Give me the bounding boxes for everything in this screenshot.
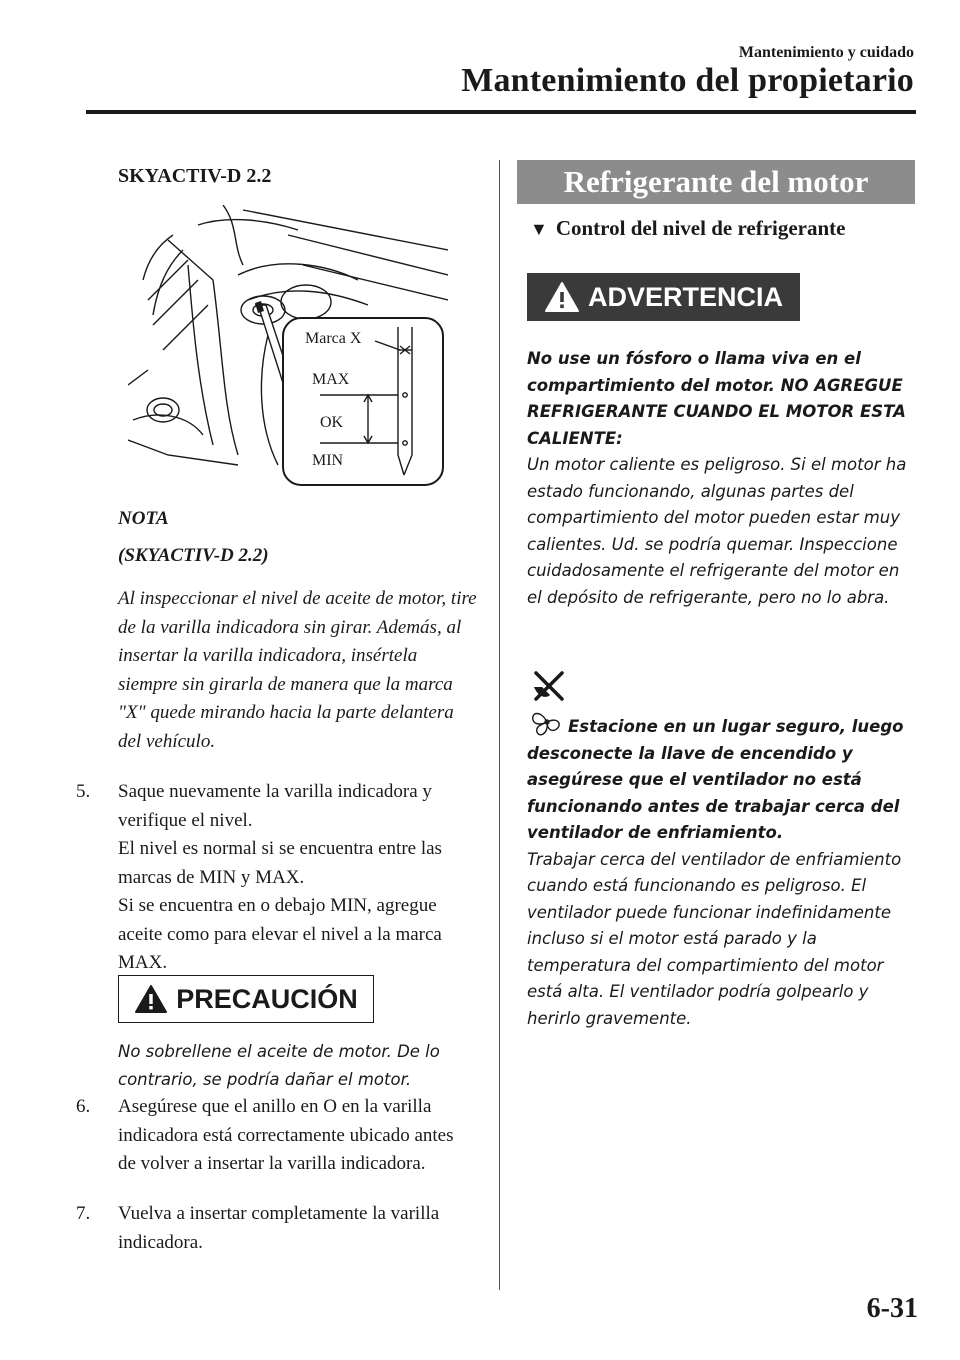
figure-label-min: MIN: [312, 452, 344, 469]
header-rule: [86, 110, 916, 114]
step-text: El nivel es normal si se encuentra entre las marcas de MIN y MAX.: [118, 838, 442, 888]
step-number: 5.: [76, 781, 91, 802]
caution-banner: [118, 975, 374, 1023]
step-text: Saque nuevamente la varilla indicadora y verifique el nivel.: [118, 781, 432, 831]
step-6: [76, 1093, 476, 1213]
warning-text: [527, 346, 917, 611]
warning-body-text: Un motor caliente es peligroso. Si el motor ha estado funcionando, algunas partes del compartimiento del motor pueden estar muy calientes. Ud. se podría quemar. Inspeccione cuidadosamente el refrigerante del motor en el depósito de refrigerante, pero no lo abra.: [527, 455, 907, 607]
fan-body-text: Trabajar cerca del ventilador de enfriamiento cuando está funcionando es peligroso. El ventilador puede funcionar indefinidamente incluso si el motor está parado y la temperatura del compartimiento del motor está alta. El ventilador podría golpearlo y herirlo gravemente.: [527, 849, 902, 1028]
chapter-title: Mantenimiento y cuidado: [738, 44, 914, 61]
fan-warning-text: [527, 714, 917, 1032]
triangle-down-icon: ▼: [530, 219, 548, 239]
caution-label: PRECAUCIÓN: [176, 983, 358, 1014]
step-text: Asegúrese que el anillo en O en la varilla indicadora está correctamente ubicado antes de volver a insertar la varilla indicadora.: [118, 1096, 454, 1174]
fan-bold-text: Estacione en un lugar seguro, luego desconecte la llave de encendido y asegúrese que el ventilador no está funcionando antes de trabajar cerca del ventilador de enfriamiento.: [527, 717, 904, 842]
page-number: 6-31: [866, 1293, 918, 1324]
step-number: 6.: [76, 1096, 91, 1117]
figure-label-max: MAX: [312, 371, 350, 388]
step-number: 7.: [76, 1203, 91, 1224]
dipstick-figure: [128, 205, 448, 495]
figure-label-ok: OK: [320, 414, 344, 431]
section-header-title: Mantenimiento del propietario: [461, 62, 914, 99]
subsection-title-text: Control del nivel de refrigerante: [555, 216, 846, 240]
warning-triangle-icon: [544, 281, 580, 313]
note-heading: NOTA: [118, 508, 169, 529]
step-5: [76, 778, 476, 973]
step-7: [76, 1200, 476, 1260]
column-divider: [499, 160, 500, 1290]
subsection-title: [530, 216, 846, 241]
step-text: Vuelva a insertar completamente la varilla indicadora.: [118, 1203, 440, 1253]
step-text: Si se encuentra en o debajo MIN, agregue aceite como para elevar el nivel a la marca MAX.: [118, 895, 442, 973]
warning-bold-text: No use un fósforo o llama viva en el compartimiento del motor. NO AGREGUE REFRIGERANTE CUANDO EL MOTOR ESTA CALIENTE:: [527, 349, 906, 448]
warning-triangle-icon: [134, 984, 168, 1014]
note-text: Al inspeccionar el nivel de aceite de motor, tire de la varilla indicadora sin girar. Además, al insertar la varilla indicadora, insértela siempre sin girarla de manera que la marca "X" quede mirando hacia la parte delantera del vehículo.: [118, 588, 477, 752]
section-banner: Refrigerante del motor: [517, 160, 915, 204]
warning-banner: [527, 273, 800, 321]
warning-label: ADVERTENCIA: [587, 281, 783, 312]
tools-crossed-icon: [532, 669, 568, 703]
figure-label-marca: Marca X: [305, 330, 362, 347]
caution-text: No sobrellene el aceite de motor. De lo contrario, se podría dañar el motor.: [118, 1042, 440, 1089]
engine-title: SKYACTIV-D 2.2: [118, 165, 272, 187]
note-subheading: (SKYACTIV-D 2.2): [118, 545, 269, 566]
